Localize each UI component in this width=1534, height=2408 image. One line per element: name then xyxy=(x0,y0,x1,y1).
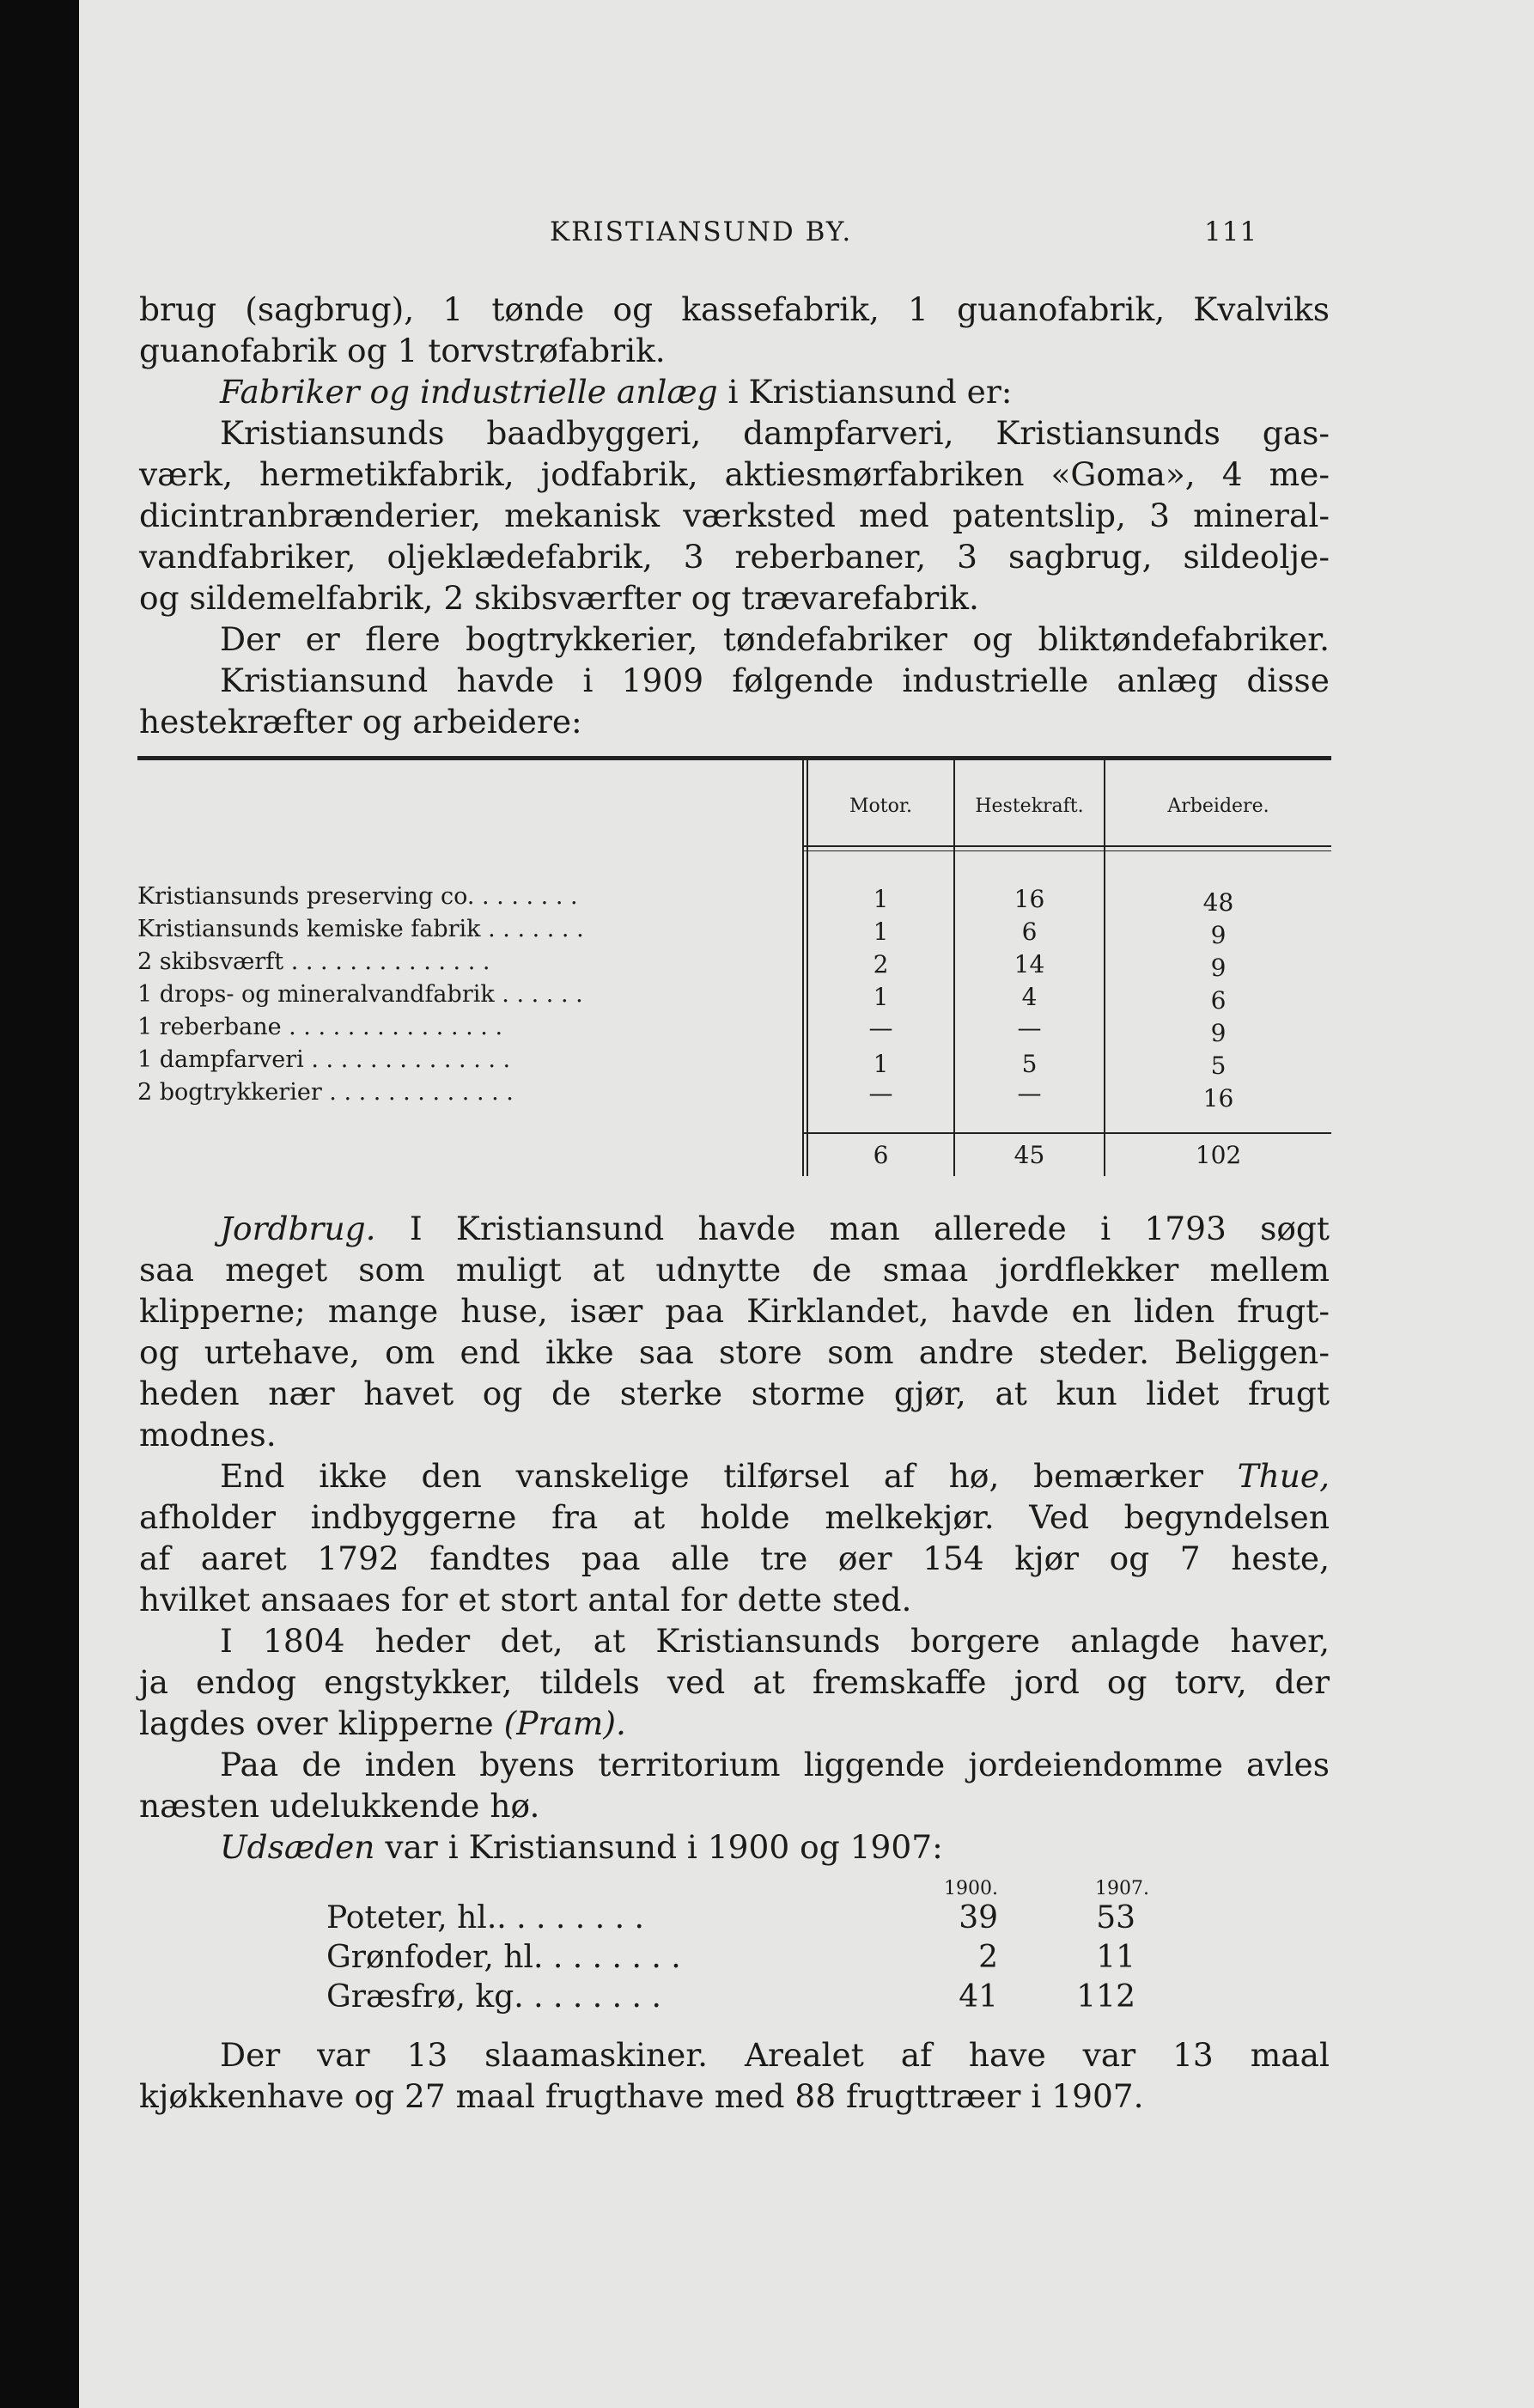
table-row-label: 2 bogtrykkerier . . . . . . . . . . . . . xyxy=(137,1079,514,1106)
udsaeden-heading: Udsæden xyxy=(220,1828,375,1866)
text-line: Der er flere bogtrykkerier, tøndefabriker og bliktøndefabriker. xyxy=(220,620,1330,658)
cell-motor: — xyxy=(868,1079,893,1107)
cell-hestekraft: 6 xyxy=(1021,917,1038,946)
text-fragment: lagdes over klipperne xyxy=(139,1704,504,1742)
text-line: I 1804 heder det, at Kristiansunds borgere anlagde haver, xyxy=(220,1622,1330,1660)
table-top-rule xyxy=(137,756,1331,760)
cell-hestekraft: 4 xyxy=(1021,983,1038,1011)
text-line: afholder indbyggerne fra at holde melkekjør. Ved begyndelsen xyxy=(139,1498,1330,1536)
closing-paragraph xyxy=(139,2034,1330,2117)
year-header-1907: 1907. xyxy=(1095,1878,1149,1899)
cell-motor: 2 xyxy=(873,950,889,978)
table-row-label: 1 drops- og mineralvandfabrik . . . . . . xyxy=(137,981,583,1008)
seed-1907-value: 11 xyxy=(1096,1940,1135,1975)
text-line: og sildemelfabrik, 2 skibsværfter og trævarefabrik. xyxy=(139,579,979,617)
cell-hestekraft: 16 xyxy=(1014,885,1045,913)
text-line: Kristiansunds baadbyggeri, dampfarveri, Kristiansunds gas- xyxy=(220,414,1330,452)
author-thue: Thue, xyxy=(1237,1457,1330,1495)
cell-hestekraft: — xyxy=(1017,1014,1042,1042)
text-line xyxy=(139,1703,1330,1744)
table-row-label: 1 reberbane . . . . . . . . . . . . . . . xyxy=(137,1014,503,1040)
text-fragment: var i Kristiansund i 1900 og 1907: xyxy=(374,1828,943,1866)
text-line: guanofabrik og 1 torvstrøfabrik. xyxy=(139,332,666,369)
running-header: KRISTIANSUND BY. xyxy=(550,216,853,247)
author-pram: (Pram). xyxy=(503,1704,626,1742)
page xyxy=(79,0,1534,2408)
cell-motor: 1 xyxy=(873,917,889,946)
text-line xyxy=(139,1208,1330,1249)
seed-1907-value: 112 xyxy=(1076,1979,1135,2015)
table-row-label: 2 skibsværft . . . . . . . . . . . . . . xyxy=(137,948,490,975)
text-line xyxy=(139,1826,1330,1868)
text-fragment: i Kristiansund er: xyxy=(717,373,1013,411)
cell-hestekraft: 5 xyxy=(1021,1050,1038,1078)
col-header-arbeidere: Arbeidere. xyxy=(1167,796,1269,817)
cell-motor: — xyxy=(868,1014,893,1042)
table-row-label: Kristiansunds preserving co. . . . . . . . xyxy=(137,883,578,910)
year-header-1900: 1900. xyxy=(944,1878,998,1899)
text-line: modnes. xyxy=(139,1416,277,1454)
text-line: værk, hermetikfabrik, jodfabrik, aktiesmørfabriken «Goma», 4 me- xyxy=(139,455,1330,493)
cell-motor: 1 xyxy=(873,885,889,913)
col-header-hestekraft: Hestekraft. xyxy=(975,796,1084,817)
table-vrule xyxy=(802,760,804,1176)
text-line: klipperne; mange huse, især paa Kirklandet, havde en liden frugt- xyxy=(139,1292,1330,1330)
fabriker-paragraph xyxy=(139,371,1330,742)
text-line: heden nær havet og de sterke storme gjør, at kun lidet frugt xyxy=(139,1375,1330,1412)
text-line: ja endog engstykker, tildels ved at fremskaffe jord og torv, der xyxy=(139,1663,1330,1701)
cell-arbeidere: 6 xyxy=(1210,986,1227,1015)
text-line xyxy=(139,1455,1330,1497)
cell-motor: 1 xyxy=(873,983,889,1011)
intro-paragraph xyxy=(139,289,1330,371)
text-line: vandfabriker, oljeklædefabrik, 3 reberbaner, 3 sagbrug, sildeolje- xyxy=(139,538,1330,576)
cell-arbeidere: 5 xyxy=(1210,1052,1227,1080)
text-fragment: I Kristiansund havde man allerede i 1793 søgt xyxy=(375,1210,1330,1247)
seed-1900-value: 39 xyxy=(959,1900,998,1936)
table-row-label: 1 dampfarveri . . . . . . . . . . . . . . xyxy=(137,1046,511,1073)
seed-row-label: Poteter, hl.. . . . . . . . xyxy=(326,1900,644,1936)
cell-hestekraft: 14 xyxy=(1014,950,1045,978)
cell-hestekraft: — xyxy=(1017,1079,1042,1107)
text-line: af aaret 1792 fandtes paa alle tre øer 154 kjør og 7 heste, xyxy=(139,1539,1330,1577)
jordbrug-paragraph xyxy=(139,1208,1330,1868)
fabriker-heading: Fabriker og industrielle anlæg xyxy=(220,373,718,411)
total-hestekraft: 45 xyxy=(1014,1141,1045,1169)
cell-arbeidere: 9 xyxy=(1210,1019,1227,1047)
cell-arbeidere: 16 xyxy=(1202,1084,1234,1113)
cell-motor: 1 xyxy=(873,1050,889,1078)
cell-arbeidere: 9 xyxy=(1210,954,1227,982)
text-fragment: End ikke den vanskelige tilførsel af hø, bemærker xyxy=(220,1457,1238,1495)
text-line: hvilket ansaaes for et stort antal for dette sted. xyxy=(139,1581,912,1619)
total-arbeidere: 102 xyxy=(1195,1141,1242,1169)
seed-1907-value: 53 xyxy=(1096,1900,1135,1936)
page-number: 111 xyxy=(1204,216,1258,247)
total-motor: 6 xyxy=(873,1141,889,1169)
cell-arbeidere: 9 xyxy=(1210,921,1227,949)
text-line: Paa de inden byens territorium liggende jordeiendomme avles xyxy=(220,1746,1330,1783)
table-total-rule xyxy=(802,1132,1331,1134)
table-row-label: Kristiansunds kemiske fabrik . . . . . . . xyxy=(137,916,584,942)
text-line: kjøkkenhave og 27 maal frugthave med 88 frugttræer i 1907. xyxy=(139,2077,1144,2115)
seed-1900-value: 41 xyxy=(959,1979,998,2015)
text-line: og urtehave, om end ikke saa store som andre steder. Beliggen- xyxy=(139,1333,1330,1371)
seed-row-label: Græsfrø, kg. . . . . . . . xyxy=(326,1979,661,2015)
text-line: dicintranbrænderier, mekanisk værksted med patentslip, 3 mineral- xyxy=(139,497,1330,534)
text-line: næsten udelukkende hø. xyxy=(139,1787,540,1825)
text-line: Der var 13 slaamaskiner. Arealet af have var 13 maal xyxy=(220,2036,1330,2074)
seed-1900-value: 2 xyxy=(978,1940,998,1975)
table-header-rule xyxy=(802,845,1331,847)
text-line: brug (sagbrug), 1 tønde og kassefabrik, 1 guanofabrik, Kvalviks xyxy=(139,290,1330,328)
text-line: Kristiansund havde i 1909 følgende industrielle anlæg disse xyxy=(220,661,1330,699)
jordbrug-heading: Jordbrug. xyxy=(220,1210,376,1247)
text-line: saa meget som muligt at udnytte de smaa jordflekker mellem xyxy=(139,1251,1330,1289)
text-line: hestekræfter og arbeidere: xyxy=(139,703,582,741)
col-header-motor: Motor. xyxy=(849,796,912,817)
table-header-rule xyxy=(802,850,1331,851)
cell-arbeidere: 48 xyxy=(1202,888,1234,917)
text-line xyxy=(139,371,1330,412)
seed-row-label: Grønfoder, hl. . . . . . . . xyxy=(326,1940,681,1975)
